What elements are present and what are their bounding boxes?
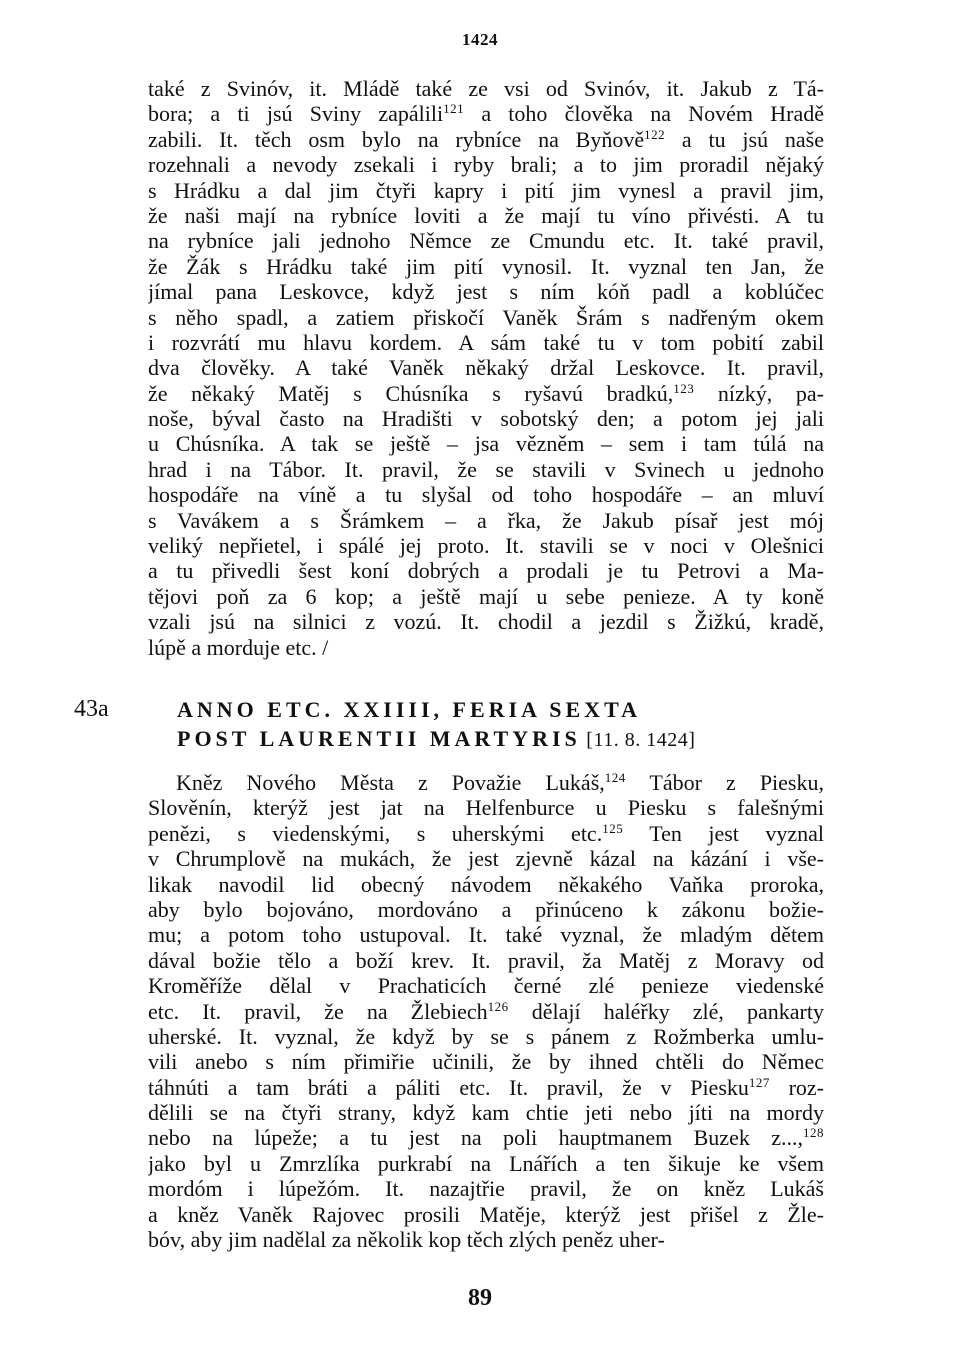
text-line: jímal pana Leskovce, když jest s ním kóň padl a koblúčec: [148, 279, 824, 305]
text-line: dával božie tělo a boží krev. It. pravil, ža Matěj z Moravy od: [148, 947, 824, 973]
text-line: a kněz Vaněk Rajovec prosili Matěje, kterýž jest přišel z Žle-: [148, 1201, 824, 1227]
footnote-ref: 126: [487, 998, 509, 1014]
text-line: i rozvrátí mu hlavu kordem. A sám také tu v tom pobití zabil: [148, 329, 824, 355]
text-line: bóv, aby jim nadělal za několik kop těch zlých peněz uher-: [148, 1227, 665, 1253]
heading-line-2-text: POST LAURENTII MARTYRIS: [177, 726, 581, 751]
text-line: v Chrumplově na mukách, že jest zjevně kázal na kázání i vše-: [148, 846, 824, 872]
text-line: a tu přivedli šest koní dobrých a prodali je tu Petrovi a Ma-: [148, 558, 824, 584]
text-line: že někaký Matěj s Chúsníka s ryšavú bradkú,$^{123}$ nízký, pa-: [148, 380, 824, 406]
heading-date: [11. 8. 1424]: [586, 729, 696, 751]
text-line: bora; a ti jsú Sviny zapálili$^{121}$ a toho člověka na Novém Hradě: [148, 101, 824, 127]
text-line: aby bylo bojováno, mordováno a přinúceno k zákonu božie-: [148, 896, 824, 922]
text-line: uherské. It. vyznal, že když by se s pánem z Rožmberka umlu-: [148, 1023, 824, 1049]
text-line: nebo na lúpeže; a tu jest na poli hauptmanem Buzek z...,$^{128}$: [148, 1125, 824, 1151]
text-line: etc. It. pravil, že na Žlebiech$^{126}$ dělají haléřky zlé, pankarty: [148, 998, 824, 1024]
text-line: Slověnín, kterýž jest jat na Helfenburce u Piesku s falešnými: [148, 795, 824, 821]
text-line: hospodáře na víně a tu slyšal od toho hospodáře – an mluví: [148, 482, 824, 508]
text-line: jako byl u Zmrzlíka purkrabí na Lnářích a ten šikuje ke všem: [148, 1150, 824, 1176]
text-line: noše, býval často na Hradišti v sobotský den; a potom jej jali: [148, 406, 824, 432]
text-line: Kroměříže dělal v Prachaticích černé zlé penieze viedenské: [148, 973, 824, 999]
text-line: táhnúti a tam bráti a páliti etc. It. pravil, že v Piesku$^{127}$ roz-: [148, 1074, 824, 1100]
footnote-ref: 121: [443, 101, 465, 117]
text-line: hrad i na Tábor. It. pravil, že se stavili v Svinech u jednoho: [148, 456, 824, 482]
paragraph-2: [148, 770, 824, 1252]
text-line: u Chúsníka. A tak se ještě – jsa vězněm – sem i tam túlá na: [148, 431, 824, 457]
text-line: že naši mají na rybníce loviti a že mají tu víno přivésti. A tu: [148, 202, 824, 228]
paragraph-1: [148, 76, 824, 660]
footnote-ref: 124: [604, 770, 626, 785]
text-line: dva člověky. A také Vaněk někaký držal Leskovce. It. pravil,: [148, 355, 824, 381]
text-line: s něho spadl, a zatiem přiskočí Vaněk Šrám s nadřeným okem: [148, 304, 824, 330]
footnote-ref: 122: [644, 126, 666, 142]
heading-line-2: [177, 724, 817, 753]
text-line: také z Svinóv, it. Mládě také ze vsi od Svinóv, it. Jakub z Tá-: [148, 76, 824, 101]
text-line: rozehnali a nevody zsekali i ryby brali; a to jim proradil nějaký: [148, 152, 824, 178]
text-line: na rybníce jali jednoho Němce ze Cmundu etc. It. také pravil,: [148, 228, 824, 254]
text-line: zabili. It. těch osm bylo na rybníce na Byňově$^{122}$ a tu jsú naše: [148, 126, 824, 152]
footnote-ref: 123: [673, 380, 695, 396]
text-line: vili anebo s ním přimiřie učinili, že by ihned chtěli do Němec: [148, 1049, 824, 1075]
text-line: Kněz Nového Města z Považie Lukáš,$^{124}$ Tábor z Piesku,: [176, 770, 824, 795]
text-line: lúpě a morduje etc. /: [148, 634, 329, 660]
footnote-ref: 128: [803, 1125, 824, 1141]
section-heading: [177, 695, 817, 753]
text-line: s Hrádku a dal jim čtyři kapry i pití jim vynesl a pravil jim,: [148, 177, 824, 203]
text-line: tějovi poň za 6 kop; a ještě mají u sebe penieze. A ty koně: [148, 583, 824, 609]
text-line: veliký nepřietel, i spálé jej proto. It. stavili se v noci v Olešnici: [148, 533, 824, 559]
text-line: s Vavákem a s Šrámkem – a řka, že Jakub písař jest mój: [148, 507, 824, 533]
text-line: že Žák s Hrádku také jim pití vynosil. It. vyznal ten Jan, že: [148, 253, 824, 279]
margin-folio-note: 43a: [74, 696, 109, 722]
footnote-ref: 127: [748, 1074, 770, 1090]
running-header-year: 1424: [462, 30, 498, 49]
text-line: dělili se na čtyři strany, když kam chtie jeti nebo jíti na mordy: [148, 1100, 824, 1126]
text-line: mu; a potom toho ustupoval. It. také vyznal, že mladým dětem: [148, 922, 824, 948]
heading-line-1: ANNO ETC. XXIIII, FERIA SEXTA: [177, 697, 641, 722]
text-line: penězi, s viedenskými, s uherskými etc.$^{125}$ Ten jest vyznal: [148, 820, 824, 846]
text-line: likak navodil lid obecný návodem někakého Vaňka proroka,: [148, 871, 824, 897]
footnote-ref: 125: [602, 820, 624, 836]
page-number: 89: [468, 1285, 492, 1311]
text-line: vzali jsú na silnici z vozú. It. chodil a jezdil s Žižkú, kradě,: [148, 609, 824, 635]
text-line: mordóm i lúpežóm. It. nazajtřie pravil, že on kněz Lukáš: [148, 1176, 824, 1202]
